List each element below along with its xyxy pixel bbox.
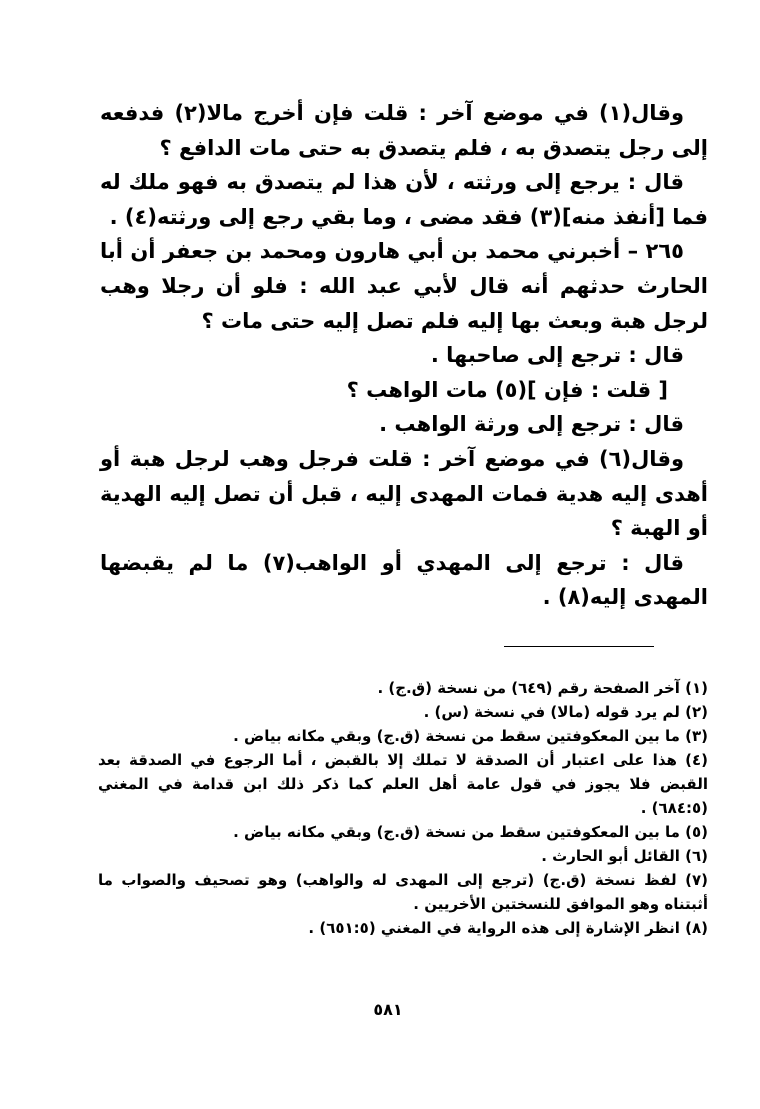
paragraph-answer-2: قال : ترجع إلى صاحبها . [430,343,684,368]
footnote-divider [504,646,654,647]
footnote-8: (٨) انظر الإشارة إلى هذه الرواية في المغني (٦٥١:٥) . [308,919,708,937]
footnote-1: (١) آخر الصفحة رقم (٦٤٩) من نسخة (ق.ج) . [377,679,708,697]
paragraph-quote-1: وقال(١) في موضع آخر : قلت فإن أخرج مالا(٢) فدفعه إلى رجل يتصدق به ، فلم يتصدق به حتى مات الدافع ؟ [100,101,708,160]
paragraph-answer-3: قال : ترجع إلى ورثة الواهب . [379,412,684,437]
paragraph-quote-2: وقال(٦) في موضع آخر : قلت فرجل وهب لرجل هبة أو أهدى إليه هدية فمات المهدى إليه ، قبل أن تصل إليه الهدية أو الهبة ؟ [100,446,708,541]
footnotes [98,676,708,940]
paragraph-narration-265: ٢٦٥ – أخبرني محمد بن أبي هارون ومحمد بن جعفر أن أبا الحارث حدثهم أنه قال لأبي عبد الله : فلو أن رجلا وهب لرجل هبة وبعث بها إليه فلم تصل إليه حتى مات ؟ [100,239,708,333]
footnote-4: (٤) هذا على اعتبار أن الصدقة لا تملك إلا بالقبض ، أما الرجوع في الصدقة بعد القبض فلا يجوز في قول عامة أهل العلم كما ذكر ذلك ابن قدامة في المغني (٦٨٤:٥) . [98,751,708,817]
paragraph-answer-1: قال : يرجع إلى ورثته ، لأن هذا لم يتصدق به فهو ملك له فما [أنفذ منه](٣) فقد مضى ، وما بقي رجع إلى ورثته(٤) . [100,170,708,229]
main-text [100,96,708,615]
footnote-6: (٦) القائل أبو الحارث . [541,847,708,865]
footnote-3: (٣) ما بين المعكوفتين سقط من نسخة (ق.ج) وبقي مكانه بياض . [233,727,708,745]
page-number: ٥٨١ [373,1000,403,1019]
paragraph-answer-4: قال : ترجع إلى المهدي أو الواهب(٧) ما لم يقبضها المهدى إليه(٨) . [100,550,708,610]
footnote-5: (٥) ما بين المعكوفتين سقط من نسخة (ق.ج) وبقي مكانه بياض . [233,823,708,841]
footnote-2: (٢) لم يرد قوله (مالا) في نسخة (س) . [423,703,708,721]
paragraph-question-2: [ قلت : فإن ](٥) مات الواهب ؟ [346,377,668,402]
footnote-7: (٧) لفظ نسخة (ق.ج) (ترجع إلى المهدى له والواهب) وهو تصحيف والصواب ما أثبتناه وهو الموافق للنسختين الأخريين . [98,871,708,913]
